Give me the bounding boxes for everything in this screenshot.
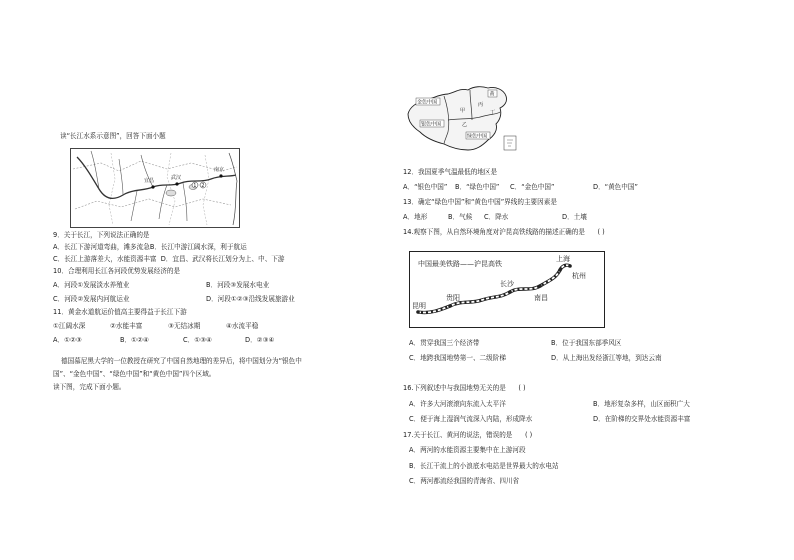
q16-option-b[interactable]: B．地形复杂多样，山区面积广大 [593,400,690,408]
hsr-city-changsha: 长沙 [500,280,514,288]
q11-option-c[interactable]: C．①③④ [183,336,212,344]
q9-option-c[interactable]: C．长江上游落差大，水能资源丰富 [53,255,157,263]
svg-text:1: 1 [193,182,197,189]
q12-option-b[interactable]: B．“绿色中国” [455,183,500,191]
map-label-wuhan: 武汉 [171,175,182,181]
q17-option-b[interactable]: B．长江干流上的小浪底水电站是世界最大的水电站 [409,462,559,470]
passage-line-3: 读下图，完成下面小题。 [53,383,126,391]
q10-option-a[interactable]: A．河段①发展淡水养殖业 [53,281,130,289]
passage-line-1: 德国慕尼黑大学的一位教授在研究了中国自然地理的差异后，将中国划分为“银色中 [61,357,302,365]
region-label-green: 绿色中国 [467,133,488,140]
q17-stem [403,432,532,440]
region-label-jia: 甲 [460,108,466,114]
hsr-figure [409,251,605,328]
q16-stem-text: 16.下列叙述中与我国地势无关的是 [403,384,506,392]
q10-stem: 10．合理利用长江各河段优势发展经济的是 [53,267,181,275]
q13-option-d[interactable]: D．土壤 [562,213,587,221]
q14-option-d[interactable]: D．从上海出发经浙江等地，到达云南 [551,354,662,362]
q13-option-a[interactable]: A．地形 [403,213,428,221]
region-label-yellow: 黄 [489,91,495,98]
q12-option-c[interactable]: C．“金色中国” [510,183,555,191]
hsr-figure-title: 中国最美铁路——沪昆高铁 [418,260,502,268]
hsr-city-hangzhou: 杭州 [572,272,586,280]
intro-text: 读“长江水系示意图”，回答下面小题 [60,132,166,140]
q11-stem: 11．黄金水道航运价值高主要得益于长江下游 [53,308,187,316]
china-regions-map [404,84,522,156]
q9-option-cd-row [53,256,284,264]
q12-option-a[interactable]: A．“银色中国” [403,183,448,191]
map-label-yichang: 宜昌 [144,178,155,184]
hsr-figure-drawing [410,252,604,327]
q10-option-c[interactable]: C．河段②发展内河航运业 [53,295,130,303]
china-regions-map-drawing [404,84,522,156]
q16-answer-paren[interactable]: ( ) [518,384,526,392]
q9-option-ab-row [53,244,247,252]
q12-option-d[interactable]: D．“黄色中国” [593,183,638,191]
q11-option-a[interactable]: A．①②③ [53,336,82,344]
q13-stem: 13．确定“绿色中国”和“黄色中国”界线的主要因素是 [403,198,557,206]
hsr-city-nanchang: 南昌 [534,294,548,302]
yangtze-map [70,148,240,228]
passage-line-2: 国”、“金色中国”、“绿色中国”和“黄色中国”四个区域。 [53,370,216,378]
q16-option-d[interactable]: D．在阶梯的交界处水能资源丰富 [593,415,691,423]
region-label-ding: 丁 [490,110,496,116]
q16-stem [403,385,526,393]
map-label-nanjing: 南京 [214,167,225,173]
region-label-bing: 丙 [478,102,484,108]
q17-option-a[interactable]: A．两河的水能资源主要集中在上游河段 [409,446,526,454]
region-label-gold: 金色中国 [417,99,438,106]
yangtze-map-drawing [71,149,239,227]
q12-stem: 12．我国夏季气温最低的地区是 [403,168,498,176]
q11-item-2: ②水能丰富 [110,322,143,330]
q16-option-a[interactable]: A．许多大河滚滚向东流入太平洋 [409,400,506,408]
q14-stem [403,229,605,237]
q17-option-c[interactable]: C．两河都流经我国的青海省、四川省 [409,477,520,485]
svg-text:2: 2 [201,182,205,189]
q14-answer-paren[interactable]: ( ) [597,228,605,236]
q16-option-c[interactable]: C．便于海上湿润气流深入内陆，形成降水 [409,415,533,423]
hsr-city-guiyang: 贵阳 [446,294,460,302]
q9-option-d[interactable]: D．宜昌、武汉将长江划分为上、中、下游 [160,255,285,263]
q14-option-c[interactable]: C．地跨我国地势第一、二级阶梯 [409,354,506,362]
region-label-yi: 乙 [462,122,468,128]
hsr-city-shanghai: 上海 [556,255,570,263]
region-label-silver: 银色中国 [421,121,442,128]
q14-option-b[interactable]: B．位于我国东部季风区 [551,339,622,347]
q17-answer-paren[interactable]: ( ) [524,431,533,439]
q11-item-4: ④水流平稳 [226,322,259,330]
q9-option-b[interactable]: B．长江中游江阔水深，利于航运 [149,243,247,251]
q11-item-1: ①江阔水深 [53,322,86,330]
q10-option-d[interactable]: D．河段①②③沿线发展旅游业 [206,295,295,303]
hsr-city-kunming: 昆明 [412,302,426,310]
q11-option-d[interactable]: D．②③④ [245,336,275,344]
q17-stem-text: 17.关于长江、黄河的说法，错误的是 [403,431,513,439]
q11-option-b[interactable]: B．①②④ [120,336,149,344]
q9-stem: 9．关于长江，下列说法正确的是 [53,231,150,239]
q10-option-b[interactable]: B．河段③发展水电业 [206,281,270,289]
q14-option-a[interactable]: A．贯穿我国三个经济带 [409,339,480,347]
q13-option-c[interactable]: C．降水 [484,213,509,221]
q11-item-3: ③无结冰期 [168,322,201,330]
q9-option-a[interactable]: A．长江下游河道弯曲，滩多流急 [53,243,150,251]
q14-stem-text: 14.观察下图，从自然环境角度对沪昆高铁线路的描述正确的是 [403,228,585,236]
q13-option-b[interactable]: B．气候 [448,213,473,221]
